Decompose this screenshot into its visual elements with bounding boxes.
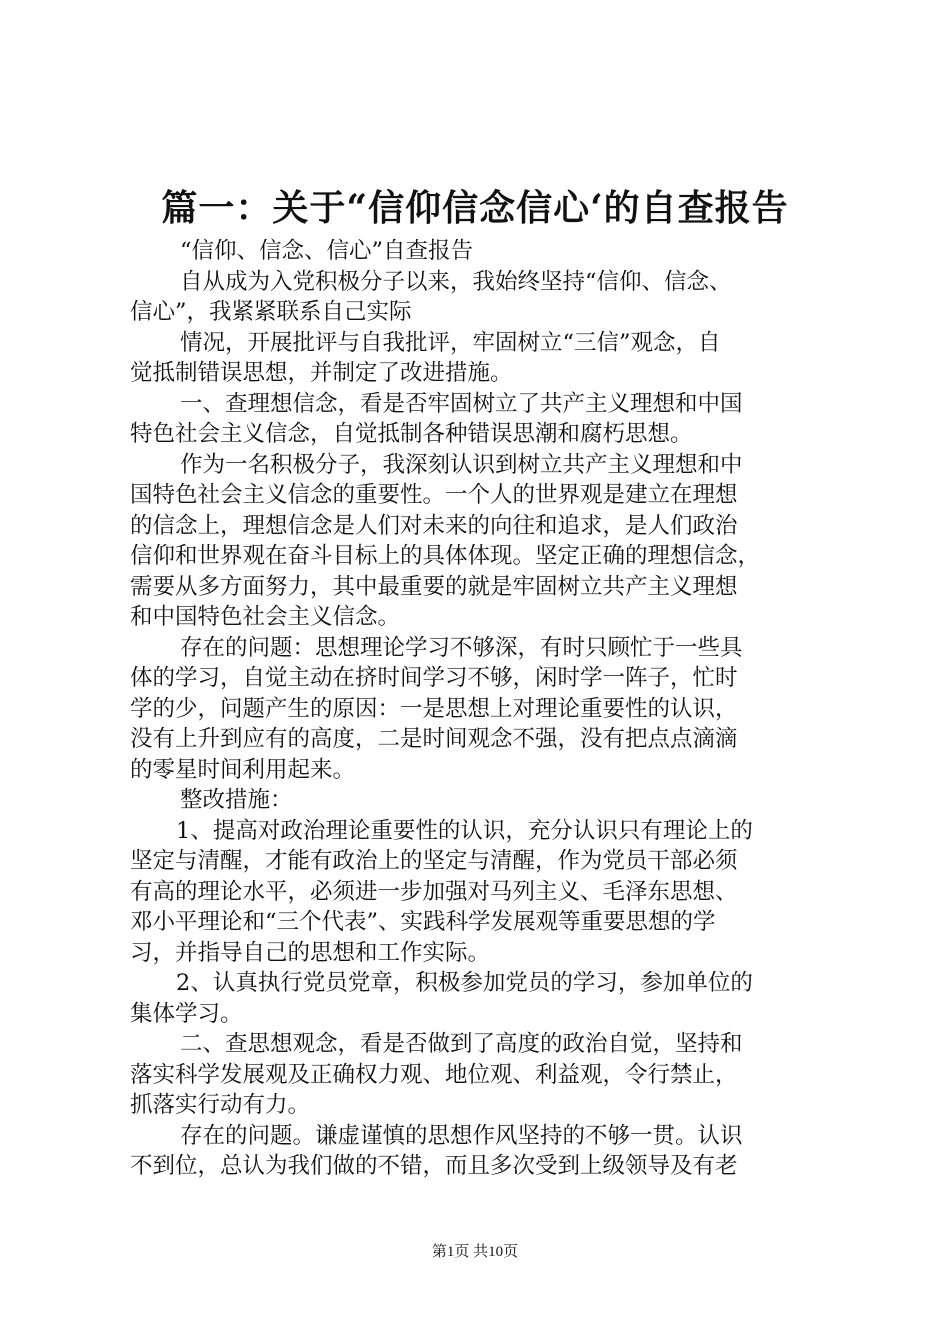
- section-heading-line: 二、查思想观念，看是否做到了高度的政治自觉，坚持和: [180, 1031, 743, 1057]
- list-item-line: 2、认真执行党员党章，积极参加党员的学习，参加单位的: [176, 970, 753, 996]
- paragraph-line: 作为一名积极分子，我深刻认识到树立共产主义理想和中: [180, 451, 743, 478]
- paragraph-line: 信仰和世界观在奋斗目标上的具体体现。坚定正确的理想信念，: [130, 543, 761, 569]
- page-number-footer: 第1页 共10页: [431, 1244, 519, 1260]
- paragraph-line: 信心”，我紧紧联系自己实际: [130, 299, 412, 325]
- paragraph-line: 情况，开展批评与自我批评，牢固树立“三信”观念，自: [180, 329, 721, 356]
- list-item-line: 坚定与清醒，才能有政治上的坚定与清醒，作为党员干部必须: [130, 848, 738, 874]
- paragraph-line: 的零星时间利用起来。: [130, 756, 356, 783]
- list-item-line: 习，并指导自己的思想和工作实际。: [130, 939, 491, 966]
- list-item-line: 邓小平理论和“三个代表”、实践科学发展观等重要思想的学: [130, 909, 716, 935]
- paragraph-line: 体的学习，自觉主动在挤时间学习不够，闲时学一阵子，忙时: [130, 665, 738, 691]
- paragraph-line: 学的少，问题产生的原因：一是思想上对理论重要性的认识，: [130, 695, 738, 722]
- section-heading-line: 一、查理想信念，看是否牢固树立了共产主义理想和中国: [180, 390, 743, 417]
- section-heading-line: 抓落实行动有力。: [130, 1092, 311, 1118]
- paragraph-line: 觉抵制错误思想，并制定了改进措施。: [130, 360, 513, 386]
- paragraph-line: 的信念上，理想信念是人们对未来的向往和追求，是人们政治: [130, 512, 738, 539]
- list-item-line: 有高的理论水平，必须进一步加强对马列主义、毛泽东思想、: [130, 878, 738, 905]
- section-heading-line: 特色社会主义信念，自觉抵制各种错误思潮和腐朽思想。: [130, 421, 693, 447]
- subtitle-line: “信仰、信念、信心”自查报告: [180, 238, 474, 264]
- paragraph-line: 存在的问题。谦虚谨慎的思想作风坚持的不够一贯。认识: [180, 1122, 743, 1149]
- section-heading-line: 落实科学发展观及正确权力观、地位观、利益观，令行禁止，: [130, 1061, 738, 1088]
- paragraph-line: 需要从多方面努力，其中最重要的就是牢固树立共产主义理想: [130, 573, 738, 600]
- paragraph-line: 存在的问题：思想理论学习不够深，有时只顾忙于一些具: [180, 634, 743, 661]
- paragraph-line: 没有上升到应有的高度，二是时间观念不强，没有把点点滴滴: [130, 726, 738, 752]
- paragraph-line: 自从成为入党积极分子以来，我始终坚持“信仰、信念、: [180, 268, 732, 295]
- document-body: [130, 236, 830, 1182]
- paragraph-line: 不到位，总认为我们做的不错，而且多次受到上级领导及有老: [130, 1153, 738, 1179]
- page-title: 篇一：关于“信仰信念信心‘的自查报告: [161, 187, 789, 229]
- list-item-line: 1、提高对政治理论重要性的认识，充分认识只有理论上的: [176, 817, 753, 844]
- paragraph-line: 和中国特色社会主义信念。: [130, 604, 401, 630]
- measures-heading: 整改措施：: [180, 787, 293, 813]
- paragraph-line: 国特色社会主义信念的重要性。一个人的世界观是建立在理想: [130, 482, 738, 508]
- list-item-line: 集体学习。: [130, 1000, 243, 1027]
